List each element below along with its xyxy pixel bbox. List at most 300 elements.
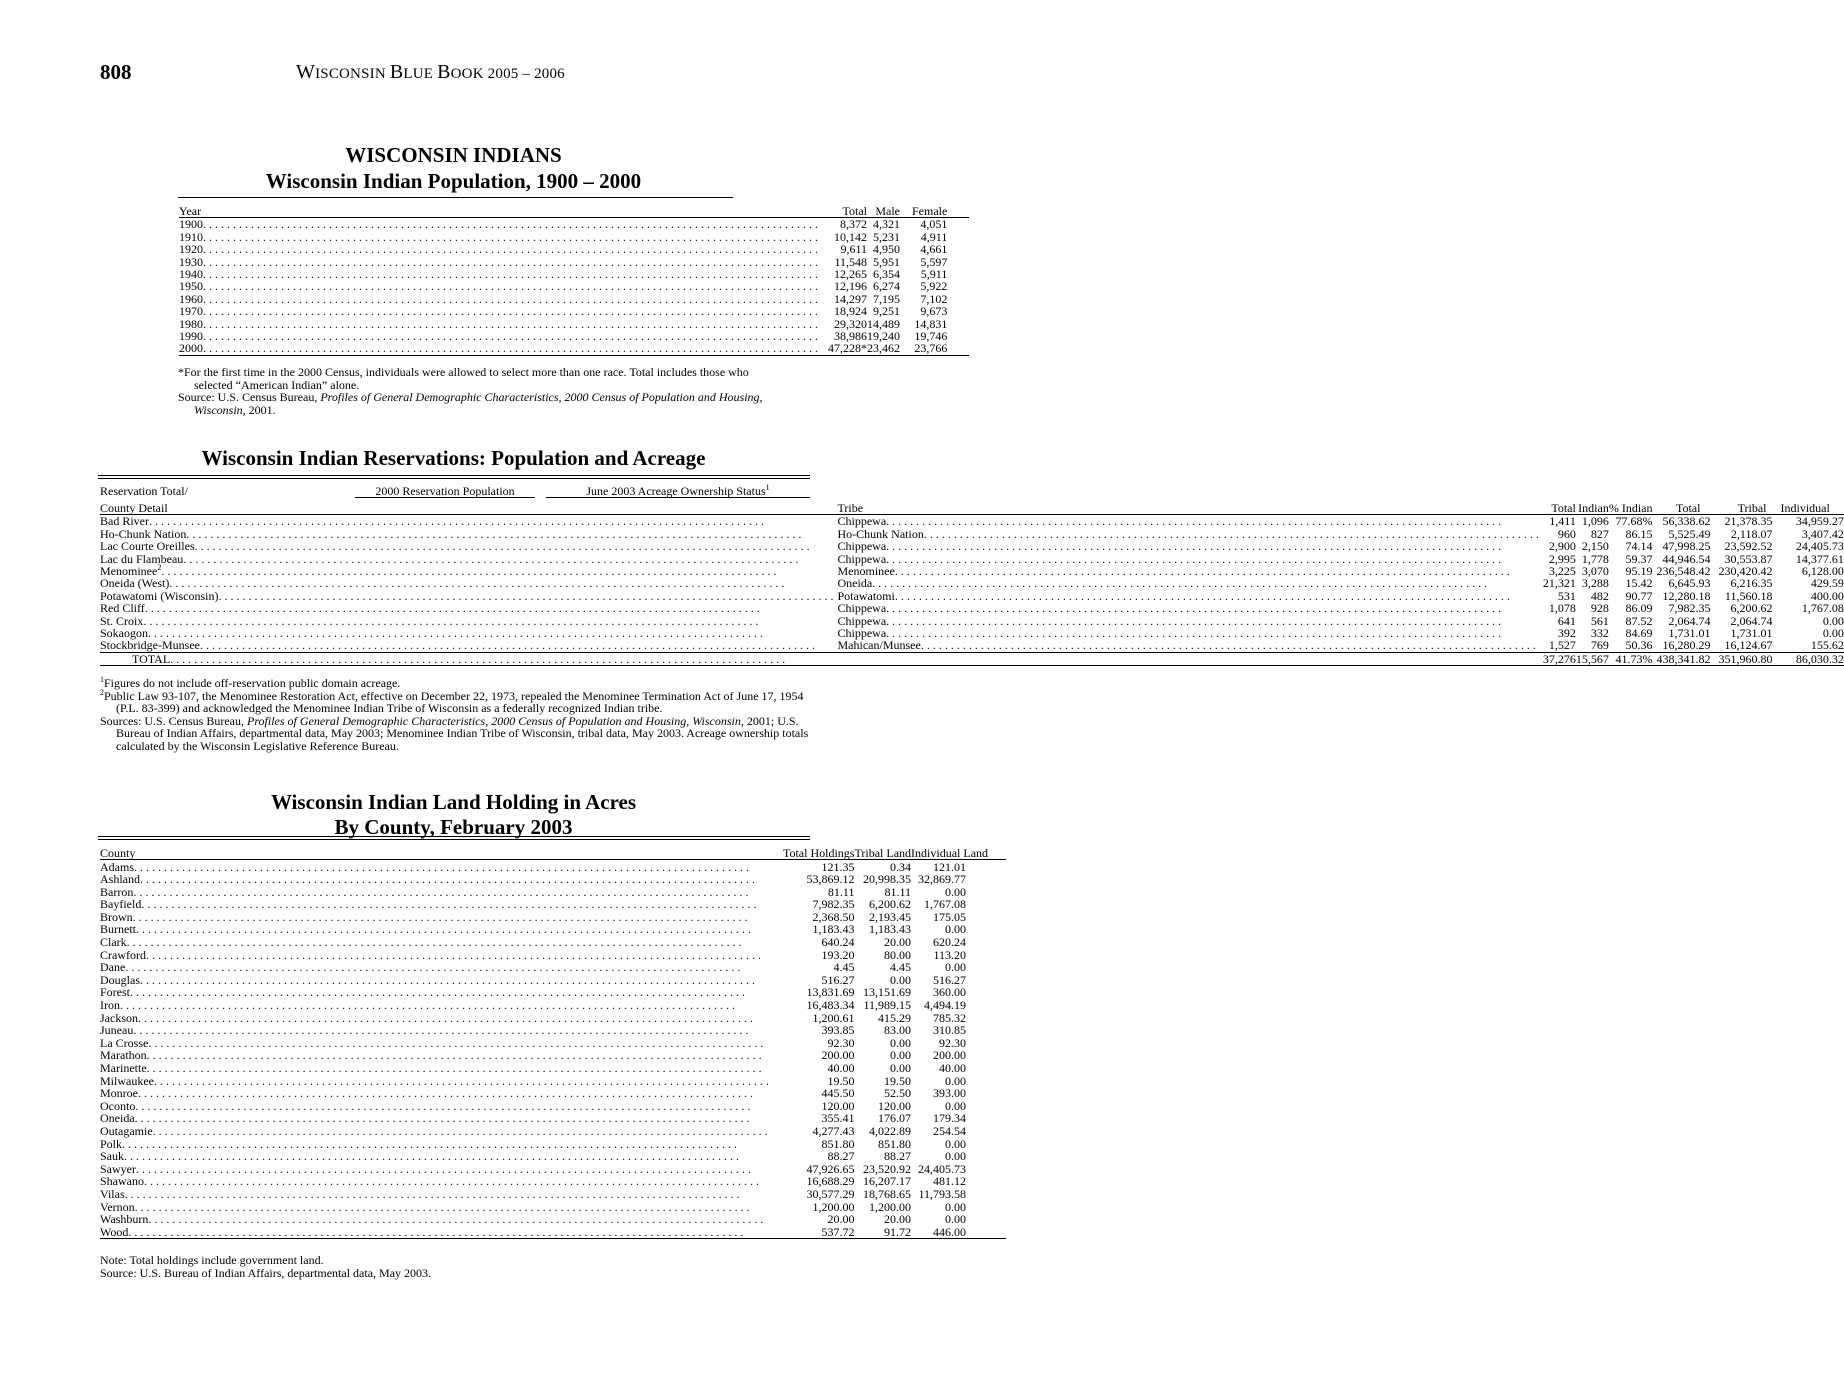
- cell-acre-total: 2,064.74: [1668, 613, 1711, 628]
- row-label: 1980 . . .: [179, 318, 828, 330]
- cell-total-holdings: 1,200.00: [812, 1199, 855, 1214]
- cell-acre-tribal: 230,420.42: [1718, 564, 1773, 579]
- cell-tribal-land: 23,520.92: [863, 1161, 912, 1176]
- cell-tribal-land: 13,151.69: [863, 985, 912, 1000]
- cell-tribal-land: 20.00: [884, 935, 912, 950]
- cell-tribal-land: 4,022.89: [869, 1123, 912, 1138]
- cell-acre-total: 12,280.18: [1662, 588, 1711, 603]
- cell-total-holdings: 355.41: [821, 1111, 855, 1126]
- cell-individual-land: 179.34: [933, 1111, 967, 1126]
- table-header-row: [179, 205, 969, 218]
- cell-individual-land: 0.00: [945, 1212, 967, 1227]
- cell-acre-tribal: 16,124.67: [1724, 638, 1773, 653]
- table-row: [179, 243, 969, 255]
- tribe-name: Chippewa . . .: [838, 615, 1543, 627]
- cell-total-holdings: 516.27: [821, 972, 855, 987]
- table-row: [100, 961, 1006, 974]
- row-label: Bayfield . . .: [100, 898, 783, 911]
- cell-pop-total: 1,527: [1548, 638, 1576, 653]
- cell-individual-land: 113.20: [933, 947, 967, 962]
- cell-female: 14,831: [914, 316, 948, 331]
- row-label: 1970 . . .: [179, 305, 828, 317]
- divider: [98, 475, 810, 476]
- cell-tribal-land: 91.72: [884, 1224, 912, 1239]
- reservation-name: Sokaogon . . .: [100, 627, 838, 639]
- row-label: Oconto . . .: [100, 1100, 783, 1113]
- col-acre-tribal: Tribal: [1737, 501, 1767, 515]
- cell-total-holdings: 20.00: [827, 1212, 855, 1227]
- cell-total: 38,986: [834, 329, 867, 344]
- footnote-2: $^2$Public Law 93-107, the Menominee Restoration Act, effective on December 22, 1973, repealed the Menominee Termination Act of June 17, 1954 (P.L. 83-399) and acknowledged the Menominee Indian Tribe of Wisconsin as a federally recognized Indian tribe.: [100, 687, 804, 716]
- col-pop-indian: Indian: [1578, 501, 1609, 515]
- population-table-title: Wisconsin Indian Population, 1900 – 2000: [265, 169, 642, 193]
- cell-male: 6,354: [873, 267, 900, 282]
- cell-pct-indian: 84.69: [1625, 626, 1653, 641]
- cell-total-holdings: 30,577.29: [806, 1186, 855, 1201]
- cell-total-holdings: 445.50: [821, 1086, 855, 1101]
- row-label: Clark . . .: [100, 936, 783, 949]
- cell-total-holdings: 200.00: [821, 1048, 855, 1063]
- tribe-name: Chippewa . . .: [838, 553, 1543, 565]
- cell-pop-indian: 332: [1590, 626, 1609, 641]
- divider: [98, 839, 810, 840]
- total-individual: 86,030.32: [1795, 651, 1844, 666]
- cell-total-holdings: 851.80: [821, 1136, 855, 1151]
- row-label: Burnett . . .: [100, 923, 783, 936]
- tribe-name: Menominee . . .: [838, 565, 1543, 577]
- group-header-acreage: June 2003 Acreage Ownership Status$^1$: [546, 485, 810, 498]
- cell-individual-land: 4,494.19: [924, 998, 967, 1013]
- cell-pct-indian: 50.36: [1625, 638, 1653, 653]
- cell-acre-total: 47,998.25: [1662, 539, 1711, 554]
- cell-total-holdings: 1,183.43: [812, 922, 855, 937]
- cell-female: 19,746: [914, 329, 948, 344]
- cell-female: 9,673: [920, 304, 948, 319]
- cell-individual-land: 481.12: [933, 1174, 967, 1189]
- col-pop-total: Total: [1551, 501, 1576, 515]
- cell-acre-tribal: 30,553.87: [1724, 551, 1773, 566]
- cell-female: 23,766: [914, 341, 948, 356]
- table-row: [100, 860, 1006, 873]
- cell-female: 4,661: [920, 242, 948, 257]
- cell-total-holdings: 53,869.12: [806, 872, 855, 887]
- cell-acre-individual: 6,128.00: [1801, 564, 1844, 579]
- cell-acre-total: 5,525.49: [1668, 526, 1711, 541]
- land-table: [100, 847, 1006, 1239]
- row-label: 1930 . . .: [179, 256, 828, 268]
- section-title-block: [0, 142, 907, 194]
- col-tribal-land: Tribal Land: [854, 846, 912, 860]
- row-label: Ashland . . .: [100, 873, 783, 886]
- table-row: [100, 540, 1844, 552]
- cell-pop-total: 641: [1557, 613, 1576, 628]
- cell-tribal-land: 20,998.35: [863, 872, 912, 887]
- cell-pop-total: 960: [1557, 526, 1576, 541]
- tribe-name: Oneida . . .: [838, 577, 1543, 589]
- tribe-name: Ho-Chunk Nation . . .: [838, 528, 1543, 540]
- cell-individual-land: 0.00: [945, 922, 967, 937]
- row-label: Jackson . . .: [100, 1012, 783, 1025]
- cell-tribal-land: 120.00: [878, 1098, 912, 1113]
- row-label: Adams . . .: [100, 860, 783, 873]
- land-title-line-2: By County, February 2003: [334, 815, 573, 839]
- land-source: Source: U.S. Bureau of Indian Affairs, departmental data, May 2003.: [100, 1265, 432, 1280]
- row-label: Oneida . . .: [100, 1112, 783, 1125]
- cell-male: 14,489: [867, 316, 900, 331]
- cell-acre-individual: 3,407.42: [1801, 526, 1844, 541]
- cell-male: 4,950: [873, 242, 900, 257]
- table-row: [179, 218, 969, 231]
- cell-individual-land: 1,767.08: [924, 897, 967, 912]
- cell-pct-indian: 87.52: [1625, 613, 1653, 628]
- cell-acre-tribal: 23,592.52: [1724, 539, 1773, 554]
- cell-total-holdings: 16,483.34: [806, 998, 855, 1013]
- reservation-name: Bad River . . .: [100, 515, 838, 528]
- cell-total-holdings: 19.50: [827, 1073, 855, 1088]
- land-notes: [100, 1254, 800, 1279]
- population-footnote: *For the first time in the 2000 Census, individuals were allowed to select more than one race. Total includes those who selected “American Indian” alone.: [178, 365, 749, 392]
- reservation-name: St. Croix . . .: [100, 615, 838, 627]
- cell-individual-land: 0.00: [945, 1073, 967, 1088]
- cell-pop-indian: 3,288: [1581, 576, 1609, 591]
- row-label: 2000 . . .: [179, 342, 828, 355]
- col-female: Female: [912, 204, 948, 218]
- population-notes: [178, 366, 768, 416]
- cell-total: 12,265: [834, 267, 867, 282]
- cell-total-holdings: 640.24: [821, 935, 855, 950]
- row-label: La Crosse . . .: [100, 1037, 783, 1050]
- row-label: Barron . . .: [100, 886, 783, 899]
- table-row: [100, 1213, 1006, 1226]
- table-row: [179, 342, 969, 355]
- row-label: Wood . . .: [100, 1226, 783, 1239]
- cell-acre-total: 56,338.62: [1662, 514, 1711, 529]
- cell-individual-land: 785.32: [933, 1010, 967, 1025]
- table-row: [100, 577, 1844, 589]
- cell-total-holdings: 121.35: [821, 859, 855, 874]
- cell-pct-indian: 86.09: [1625, 601, 1653, 616]
- cell-tribal-land: 81.11: [884, 884, 912, 899]
- cell-acre-tribal: 2,118.07: [1730, 526, 1773, 541]
- row-label: Polk . . .: [100, 1137, 783, 1150]
- cell-male: 23,462: [867, 341, 900, 356]
- cell-individual-land: 24,405.73: [918, 1161, 967, 1176]
- cell-tribal-land: 11,989.15: [863, 998, 912, 1013]
- population-table: [179, 205, 969, 356]
- cell-female: 4,051: [920, 217, 948, 232]
- cell-tribal-land: 88.27: [884, 1149, 912, 1164]
- row-label: 1960 . . .: [179, 293, 828, 305]
- cell-total-holdings: 4,277.43: [812, 1123, 855, 1138]
- row-label: Sawyer . . .: [100, 1163, 783, 1176]
- cell-pop-indian: 1,096: [1581, 514, 1609, 529]
- cell-female: 5,911: [920, 267, 948, 282]
- cell-tribal-land: 2,193.45: [869, 909, 912, 924]
- cell-pct-indian: 74.14: [1625, 539, 1653, 554]
- cell-pop-total: 1,411: [1549, 514, 1576, 529]
- row-label: Forest . . .: [100, 986, 783, 999]
- reservation-name: Oneida (West) . . .: [100, 577, 838, 589]
- reservation-name: Lac du Flambeau . . .: [100, 553, 838, 565]
- reservations-sources: Sources: U.S. Census Bureau, Profiles of General Demographic Characteristics, 2000 Census of Population and Housing, Wisconsin, 2001; U.S. Bureau of Indian Affairs, departmental data, May 2003; Menominee Indian Tribe of Wisconsin, tribal data, May 2003. Acreage ownership totals calculated by the Wisconsin Legislative Reference Bureau.: [100, 713, 809, 753]
- cell-tribal-land: 4.45: [890, 960, 912, 975]
- cell-tribal-land: 0.00: [890, 1061, 912, 1075]
- cell-pop-indian: 928: [1590, 601, 1609, 616]
- population-source: Source: U.S. Census Bureau, Profiles of General Demographic Characteristics, 2000 Census of Population and Housing, Wisconsin, 2001.: [178, 390, 763, 417]
- col-acre-individual: Individual: [1780, 501, 1830, 515]
- cell-individual-land: 0.00: [945, 960, 967, 975]
- table-row: [100, 1062, 1006, 1075]
- land-note: Note: Total holdings include government land.: [100, 1253, 324, 1267]
- cell-pop-indian: 3,070: [1581, 564, 1609, 579]
- table-row: [100, 898, 1006, 911]
- cell-pop-total: 392: [1557, 626, 1576, 641]
- cell-total: 29,320: [834, 316, 867, 331]
- cell-individual-land: 620.24: [933, 935, 967, 950]
- land-title-line-1: Wisconsin Indian Land Holding in Acres: [270, 790, 637, 814]
- reservations-notes: [100, 677, 814, 753]
- table-row: [100, 1112, 1006, 1125]
- cell-tribal-land: 83.00: [884, 1023, 912, 1038]
- divider: [178, 197, 733, 198]
- row-label: Outagamie . . .: [100, 1125, 783, 1138]
- cell-pct-indian: 15.42: [1625, 576, 1653, 591]
- cell-total-holdings: 537.72: [821, 1224, 855, 1239]
- col-total-holdings: Total Holdings: [782, 846, 855, 860]
- table-row: [179, 280, 969, 292]
- cell-acre-total: 16,280.29: [1662, 638, 1711, 653]
- cell-total-holdings: 7,982.35: [812, 897, 855, 912]
- cell-male: 9,251: [873, 304, 900, 319]
- cell-tribal-land: 19.50: [884, 1073, 912, 1088]
- cell-tribal-land: 0.34: [890, 859, 912, 874]
- cell-acre-individual: 24,405.73: [1795, 539, 1844, 554]
- cell-total-holdings: 40.00: [827, 1061, 855, 1075]
- table-row: [100, 1150, 1006, 1163]
- cell-total: 11,548: [834, 254, 867, 269]
- reservation-name: Stockbridge-Munsee . . .: [100, 639, 838, 652]
- reservation-name: Red Cliff . . .: [100, 602, 838, 614]
- table-row: [100, 936, 1006, 949]
- table-row: [100, 602, 1844, 614]
- section-title: WISCONSIN INDIANS: [345, 143, 562, 167]
- row-label: Juneau . . .: [100, 1024, 783, 1037]
- cell-pct-indian: 86.15: [1625, 526, 1653, 541]
- row-label: Iron . . .: [100, 999, 783, 1012]
- table-row: [100, 1188, 1006, 1201]
- row-label: Sauk . . .: [100, 1150, 783, 1163]
- cell-pct-indian: 59.37: [1625, 551, 1653, 566]
- cell-total-holdings: 81.11: [827, 884, 855, 899]
- row-label: Marinette . . .: [100, 1062, 783, 1075]
- cell-tribal-land: 176.07: [878, 1111, 912, 1126]
- row-label: Vernon . . .: [100, 1200, 783, 1213]
- table-row: [100, 515, 1844, 528]
- row-label: Marathon . . .: [100, 1049, 783, 1062]
- running-title: WISCONSIN BLUE BOOK 2005 – 2006: [296, 61, 565, 83]
- table-row: [100, 1087, 1006, 1100]
- cell-male: 5,231: [873, 229, 900, 244]
- cell-pct-indian: 90.77: [1625, 588, 1653, 603]
- cell-individual-land: 0.00: [945, 1136, 967, 1151]
- reservation-name: Lac Courte Oreilles . . .: [100, 540, 838, 552]
- page-number: 808: [100, 60, 132, 84]
- tribe-name: Mahican/Munsee . . .: [838, 639, 1543, 652]
- reservation-name: Potawatomi (Wisconsin) . . .: [100, 590, 838, 602]
- cell-individual-land: 32,869.77: [918, 872, 967, 887]
- cell-female: 4,911: [920, 229, 948, 244]
- cell-tribal-land: 6,200.62: [869, 897, 912, 912]
- cell-pct-indian: 95.19: [1625, 564, 1653, 579]
- cell-pop-total: 2,995: [1548, 551, 1576, 566]
- cell-acre-individual: 14,377.61: [1795, 551, 1844, 566]
- cell-total-holdings: 16,688.29: [806, 1174, 855, 1189]
- cell-tribal-land: 0.00: [890, 1048, 912, 1063]
- cell-acre-total: 1,731.01: [1668, 626, 1711, 641]
- row-label: 1950 . . .: [179, 280, 828, 292]
- tribe-name: Chippewa . . .: [838, 602, 1543, 614]
- table-row: [100, 1226, 1006, 1239]
- cell-total: 8,372: [840, 217, 867, 232]
- cell-total: 14,297: [834, 291, 867, 306]
- cell-pop-total: 531: [1557, 588, 1576, 603]
- table-row: [100, 639, 1844, 652]
- group-header-reservation: Reservation Total/: [100, 484, 188, 498]
- cell-tribal-land: 1,183.43: [869, 922, 912, 937]
- table-header-row: [100, 502, 1844, 515]
- group-header-population: 2000 Reservation Population: [355, 485, 535, 498]
- tribe-name: Chippewa . . .: [838, 627, 1543, 639]
- cell-acre-tribal: 6,200.62: [1730, 601, 1773, 616]
- cell-acre-individual: 0.00: [1822, 613, 1844, 628]
- row-label: Crawford . . .: [100, 949, 783, 962]
- cell-individual-land: 40.00: [939, 1061, 967, 1075]
- total-row: [100, 652, 1844, 665]
- cell-total-holdings: 1,200.61: [812, 1010, 855, 1025]
- page-header: [100, 60, 820, 92]
- cell-individual-land: 200.00: [933, 1048, 967, 1063]
- cell-total-holdings: 13,831.69: [806, 985, 855, 1000]
- cell-acre-tribal: 1,731.01: [1730, 626, 1773, 641]
- row-label: Monroe . . .: [100, 1087, 783, 1100]
- total-pct: 41.73%: [1615, 651, 1653, 666]
- cell-total-holdings: 2,368.50: [812, 909, 855, 924]
- cell-female: 5,922: [920, 279, 948, 294]
- cell-pop-total: 3,225: [1548, 564, 1576, 579]
- table-row: [100, 1175, 1006, 1188]
- col-male: Male: [875, 204, 900, 218]
- cell-acre-individual: 0.00: [1822, 626, 1844, 641]
- cell-total: 47,228*: [828, 341, 867, 356]
- cell-total-holdings: 47,926.65: [806, 1161, 855, 1176]
- row-label: Shawano . . .: [100, 1175, 783, 1188]
- cell-tribal-land: 52.50: [884, 1086, 912, 1101]
- cell-pop-total: 2,900: [1548, 539, 1576, 554]
- col-pct-indian: % Indian: [1608, 501, 1653, 515]
- cell-individual-land: 0.00: [945, 1149, 967, 1164]
- divider: [98, 836, 810, 837]
- cell-pop-total: 21,321: [1542, 576, 1576, 591]
- tribe-name: Chippewa . . .: [838, 540, 1543, 552]
- col-county-detail: County Detail: [100, 501, 168, 515]
- cell-male: 4,321: [873, 217, 900, 232]
- cell-individual-land: 446.00: [933, 1224, 967, 1239]
- cell-male: 7,195: [873, 291, 900, 306]
- footnote-1: $^1$Figures do not include off-reservation public domain acreage.: [100, 675, 401, 690]
- cell-pop-indian: 2,150: [1581, 539, 1609, 554]
- reservation-name: Menominee$^2$ . . .: [100, 565, 838, 577]
- row-label: 1910 . . .: [179, 231, 828, 243]
- divider: [98, 478, 810, 479]
- total-indian: 15,567: [1575, 651, 1609, 666]
- cell-tribal-land: 20.00: [884, 1212, 912, 1227]
- col-total: Total: [842, 204, 867, 218]
- col-year: Year: [179, 204, 202, 218]
- cell-acre-tribal: 11,560.18: [1724, 588, 1773, 603]
- cell-total-holdings: 393.85: [821, 1023, 855, 1038]
- table-row: [100, 999, 1006, 1012]
- cell-acre-individual: 429.59: [1810, 576, 1844, 591]
- cell-pct-indian: 77.68%: [1615, 514, 1653, 529]
- table-header-row: [100, 847, 1006, 860]
- cell-acre-total: 6,645.93: [1668, 576, 1711, 591]
- row-label: Dane . . .: [100, 961, 783, 974]
- col-individual-land: Individual Land: [911, 846, 989, 860]
- cell-individual-land: 175.05: [933, 909, 967, 924]
- cell-total-holdings: 88.27: [827, 1149, 855, 1164]
- row-label: Washburn . . .: [100, 1213, 783, 1226]
- land-table-title: [0, 790, 907, 840]
- cell-total: 9,611: [840, 242, 867, 257]
- cell-male: 19,240: [867, 329, 900, 344]
- cell-total-holdings: 4.45: [833, 960, 855, 975]
- cell-total: 12,196: [834, 279, 867, 294]
- table-row: [100, 873, 1006, 886]
- cell-tribal-land: 80.00: [884, 947, 912, 962]
- cell-acre-tribal: 6,216.35: [1730, 576, 1773, 591]
- tribe-name: Potawatomi . . .: [838, 590, 1543, 602]
- cell-pop-indian: 482: [1590, 588, 1609, 603]
- row-label: Milwaukee . . .: [100, 1075, 783, 1088]
- reservations-table: [100, 502, 1844, 666]
- cell-individual-land: 0.00: [945, 884, 967, 899]
- row-label: 1900 . . .: [179, 218, 828, 231]
- reservation-name: Ho-Chunk Nation . . .: [100, 528, 838, 540]
- total-pop: 37,276: [1542, 651, 1576, 666]
- cell-individual-land: 254.54: [933, 1123, 967, 1138]
- cell-tribal-land: 18,768.65: [863, 1186, 912, 1201]
- col-tribe: Tribe: [837, 501, 864, 515]
- total-tribal: 351,960.80: [1718, 651, 1773, 666]
- cell-pop-total: 1,078: [1548, 601, 1576, 616]
- cell-total: 18,924: [834, 304, 867, 319]
- cell-acre-tribal: 21,378.35: [1724, 514, 1773, 529]
- row-label: Vilas . . .: [100, 1188, 783, 1201]
- cell-tribal-land: 1,200.00: [869, 1199, 912, 1214]
- cell-male: 5,951: [873, 254, 900, 269]
- table-row: [179, 305, 969, 317]
- cell-tribal-land: 16,207.17: [863, 1174, 912, 1189]
- row-label: 1940 . . .: [179, 268, 828, 280]
- cell-pop-indian: 1,778: [1581, 551, 1609, 566]
- cell-pop-indian: 769: [1590, 638, 1609, 653]
- cell-tribal-land: 415.29: [878, 1010, 912, 1025]
- cell-pop-indian: 827: [1590, 526, 1609, 541]
- cell-individual-land: 0.00: [945, 1199, 967, 1214]
- row-label: Brown . . .: [100, 911, 783, 924]
- cell-tribal-land: 0.00: [890, 1035, 912, 1050]
- cell-individual-land: 121.01: [933, 859, 967, 874]
